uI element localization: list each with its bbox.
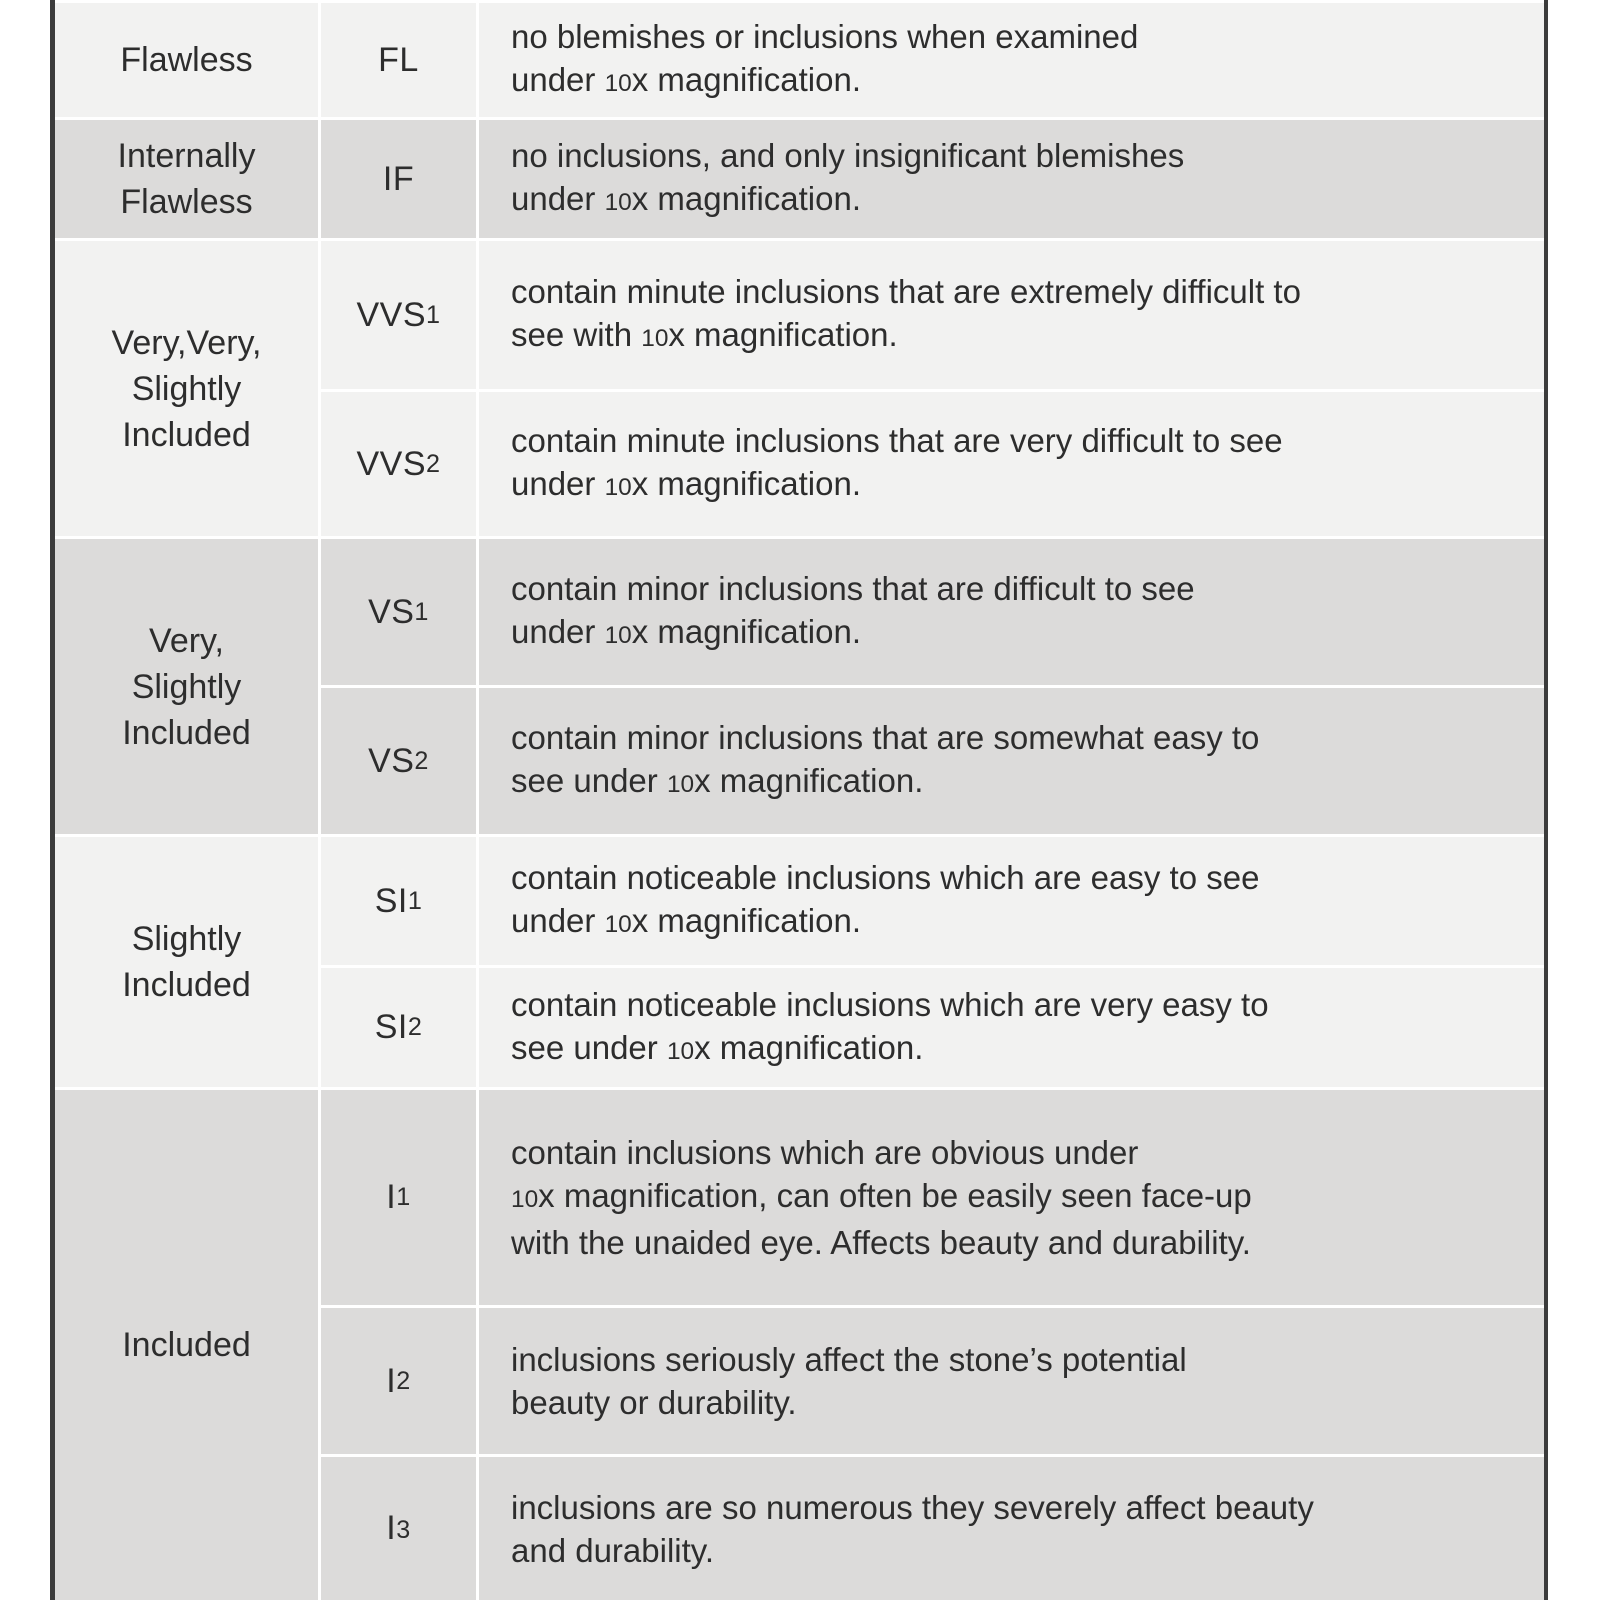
description-line: and durability. — [511, 1531, 715, 1569]
category-very-slightly-included — [55, 539, 318, 834]
category-slightly-included — [55, 837, 318, 1087]
description-line: see under 10x magnification. — [511, 762, 924, 799]
description-line: contain inclusions which are obvious under — [511, 1134, 1139, 1171]
category-flawless — [55, 3, 318, 117]
category-line: Flawless — [120, 183, 253, 221]
description-line: contain minor inclusions that are difficult to see — [511, 570, 1195, 607]
section-internally-flawless — [55, 120, 1544, 238]
section-flawless — [55, 3, 1544, 117]
grade-code-i1: I 1 — [321, 1090, 476, 1305]
category-very-very-slightly-included — [55, 241, 318, 536]
description-line: contain minute inclusions that are extremely difficult to — [511, 273, 1301, 310]
grade-code-vs2: VS 2 — [321, 688, 476, 834]
grade-description-vvs1 — [479, 241, 1544, 389]
description-line: see with 10x magnification. — [511, 316, 898, 353]
category-internally-flawless — [55, 120, 318, 238]
grade-description-fl — [479, 3, 1544, 117]
category-line: Included — [122, 415, 251, 454]
category-included — [55, 1090, 318, 1600]
section-very-very-slightly-included — [55, 241, 1544, 536]
section-very-slightly-included — [55, 539, 1544, 834]
description-line: under 10x magnification. — [511, 902, 862, 939]
grade-code-vvs2: VVS 2 — [321, 392, 476, 536]
grade-description-i1 — [479, 1090, 1544, 1305]
description-line: contain minute inclusions that are very difficult to see — [511, 422, 1283, 459]
grade-code-vvs1: VVS 1 — [321, 241, 476, 389]
category-line: Included — [122, 1326, 251, 1364]
category-line: Slightly — [131, 920, 242, 958]
category-line: Very,Very, — [111, 323, 262, 362]
grade-code-if: IF — [321, 120, 476, 238]
category-line: Slightly — [131, 369, 242, 408]
description-line: inclusions are so numerous they severely affect beauty — [511, 1488, 1314, 1526]
grade-description-i3 — [479, 1457, 1544, 1600]
description-line: see under 10x magnification. — [511, 1028, 924, 1066]
grade-description-i2 — [479, 1308, 1544, 1454]
section-slightly-included — [55, 837, 1544, 1087]
section-included — [55, 1090, 1544, 1600]
description-line: under 10x magnification. — [511, 61, 862, 98]
grade-code-i3: I 3 — [321, 1457, 476, 1600]
category-line: Included — [122, 713, 251, 752]
description-line: 10x magnification, can often be easily seen face-up — [511, 1177, 1252, 1214]
description-line: under 10x magnification. — [511, 180, 862, 217]
category-line: Internally — [117, 137, 256, 175]
grade-code-vs1: VS 1 — [321, 539, 476, 685]
description-line: inclusions seriously affect the stone’s potential — [511, 1341, 1187, 1378]
clarity-table — [50, 0, 1548, 1600]
description-line: under 10x magnification. — [511, 613, 862, 650]
description-line: contain minor inclusions that are somewhat easy to — [511, 719, 1260, 756]
description-line: beauty or durability. — [511, 1384, 797, 1421]
description-line: no blemishes or inclusions when examined — [511, 18, 1139, 55]
grade-description-vs1 — [479, 539, 1544, 685]
category-line: Flawless — [120, 41, 253, 79]
description-line: contain noticeable inclusions which are easy to see — [511, 859, 1260, 896]
grade-description-vs2 — [479, 688, 1544, 834]
grade-code-si2: SI 2 — [321, 968, 476, 1087]
grade-description-si1 — [479, 837, 1544, 965]
grade-description-si2 — [479, 968, 1544, 1087]
description-line: contain noticeable inclusions which are very easy to — [511, 985, 1269, 1023]
description-line: under 10x magnification. — [511, 465, 862, 502]
grade-description-if — [479, 120, 1544, 238]
category-line: Included — [122, 966, 251, 1004]
category-line: Very, — [149, 621, 224, 660]
grade-code-fl: FL — [321, 3, 476, 117]
description-line: no inclusions, and only insignificant blemishes — [511, 137, 1185, 174]
grade-code-i2: I 2 — [321, 1308, 476, 1454]
description-line: with the unaided eye. Affects beauty and durability. — [511, 1224, 1251, 1261]
grade-code-si1: SI 1 — [321, 837, 476, 965]
grade-description-vvs2 — [479, 392, 1544, 536]
category-line: Slightly — [131, 667, 242, 706]
